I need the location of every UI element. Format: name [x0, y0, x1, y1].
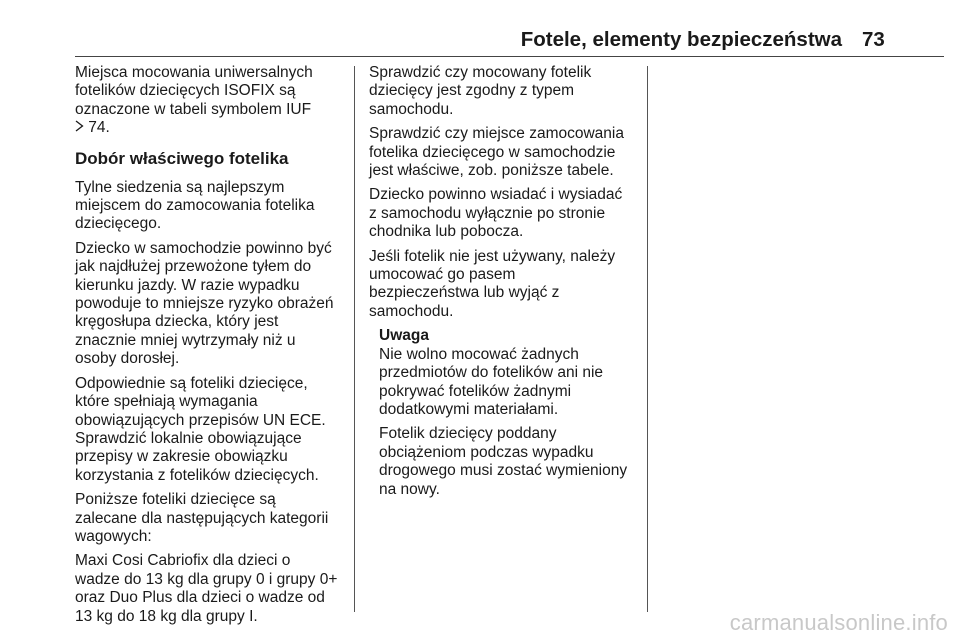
- paragraph: Sprawdzić czy miejsce zamocowania fotelika dziecięcego w samochodzie jest właściwe, zob. poniższe tabele.: [369, 125, 624, 180]
- note-paragraph: Nie wolno mocować żadnych przedmiotów do fotelików ani nie pokrywać fotelików żadnymi dodatkowymi materiałami.: [379, 345, 604, 418]
- left-column: [75, 64, 347, 632]
- note-title: Uwaga: [379, 327, 429, 345]
- note-box: [369, 327, 639, 499]
- paragraph: Poniższe foteliki dziecięce są zalecane dla następujących kategorii wagowych:: [75, 491, 329, 545]
- paragraph: Odpowiednie są foteliki dziecięce, które spełniają wymagania obowiązujących przepisów UN ECE. Sprawdzić lokalnie obowiązujące przepisy w zakresie obowiązku korzystania z fotelików dziecięcych.: [75, 374, 326, 484]
- paragraph: Sprawdzić czy mocowany fotelik dziecięcy jest zgodny z typem samochodu.: [369, 64, 592, 118]
- right-column: [369, 64, 639, 505]
- paragraph: Dziecko w samochodzie powinno być jak najdłużej przewożone tyłem do kierunku jazdy. W razie wypadku powoduje to mniejsze ryzyko obrażeń kręgosłupa dziecka, który jest znacznie mniej wytrzymały niż u osoby dorosłej.: [75, 239, 334, 368]
- header-divider: [75, 56, 944, 57]
- section-heading: Dobór właściwego fotelika: [75, 148, 289, 168]
- intro-reference-page: 74.: [84, 119, 110, 137]
- section-title: Fotele, elementy bezpieczeństwa: [520, 28, 842, 51]
- page-number: 73: [862, 28, 885, 51]
- column-divider: [647, 66, 648, 612]
- intro-paragraph: [75, 64, 347, 138]
- paragraph: Jeśli fotelik nie jest używany, należy umocować go pasem bezpieczeństwa lub wyjąć z samochodu.: [369, 247, 616, 320]
- note-paragraph: Fotelik dziecięcy poddany obciążeniom podczas wypadku drogowego musi zostać wymieniony na nowy.: [379, 425, 628, 498]
- reference-arrow-icon: [75, 120, 84, 135]
- intro-text: Miejsca mocowania uniwersalnych fotelików dziecięcych ISOFIX są oznaczone w tabeli symbolem IUF: [75, 64, 313, 118]
- column-divider: [354, 66, 355, 612]
- paragraph: Dziecko powinno wsiadać i wysiadać z samochodu wyłącznie po stronie chodnika lub pobocza.: [369, 186, 623, 241]
- paragraph: Maxi Cosi Cabriofix dla dzieci o wadze do 13 kg dla grupy 0 i grupy 0+ oraz Duo Plus dla dzieci o wadze od 13 kg do 18 kg dla grupy I.: [75, 552, 338, 625]
- watermark: carmanualsonline.info: [729, 610, 948, 635]
- paragraph: Tylne siedzenia są najlepszym miejscem do zamocowania fotelika dziecięcego.: [75, 178, 315, 233]
